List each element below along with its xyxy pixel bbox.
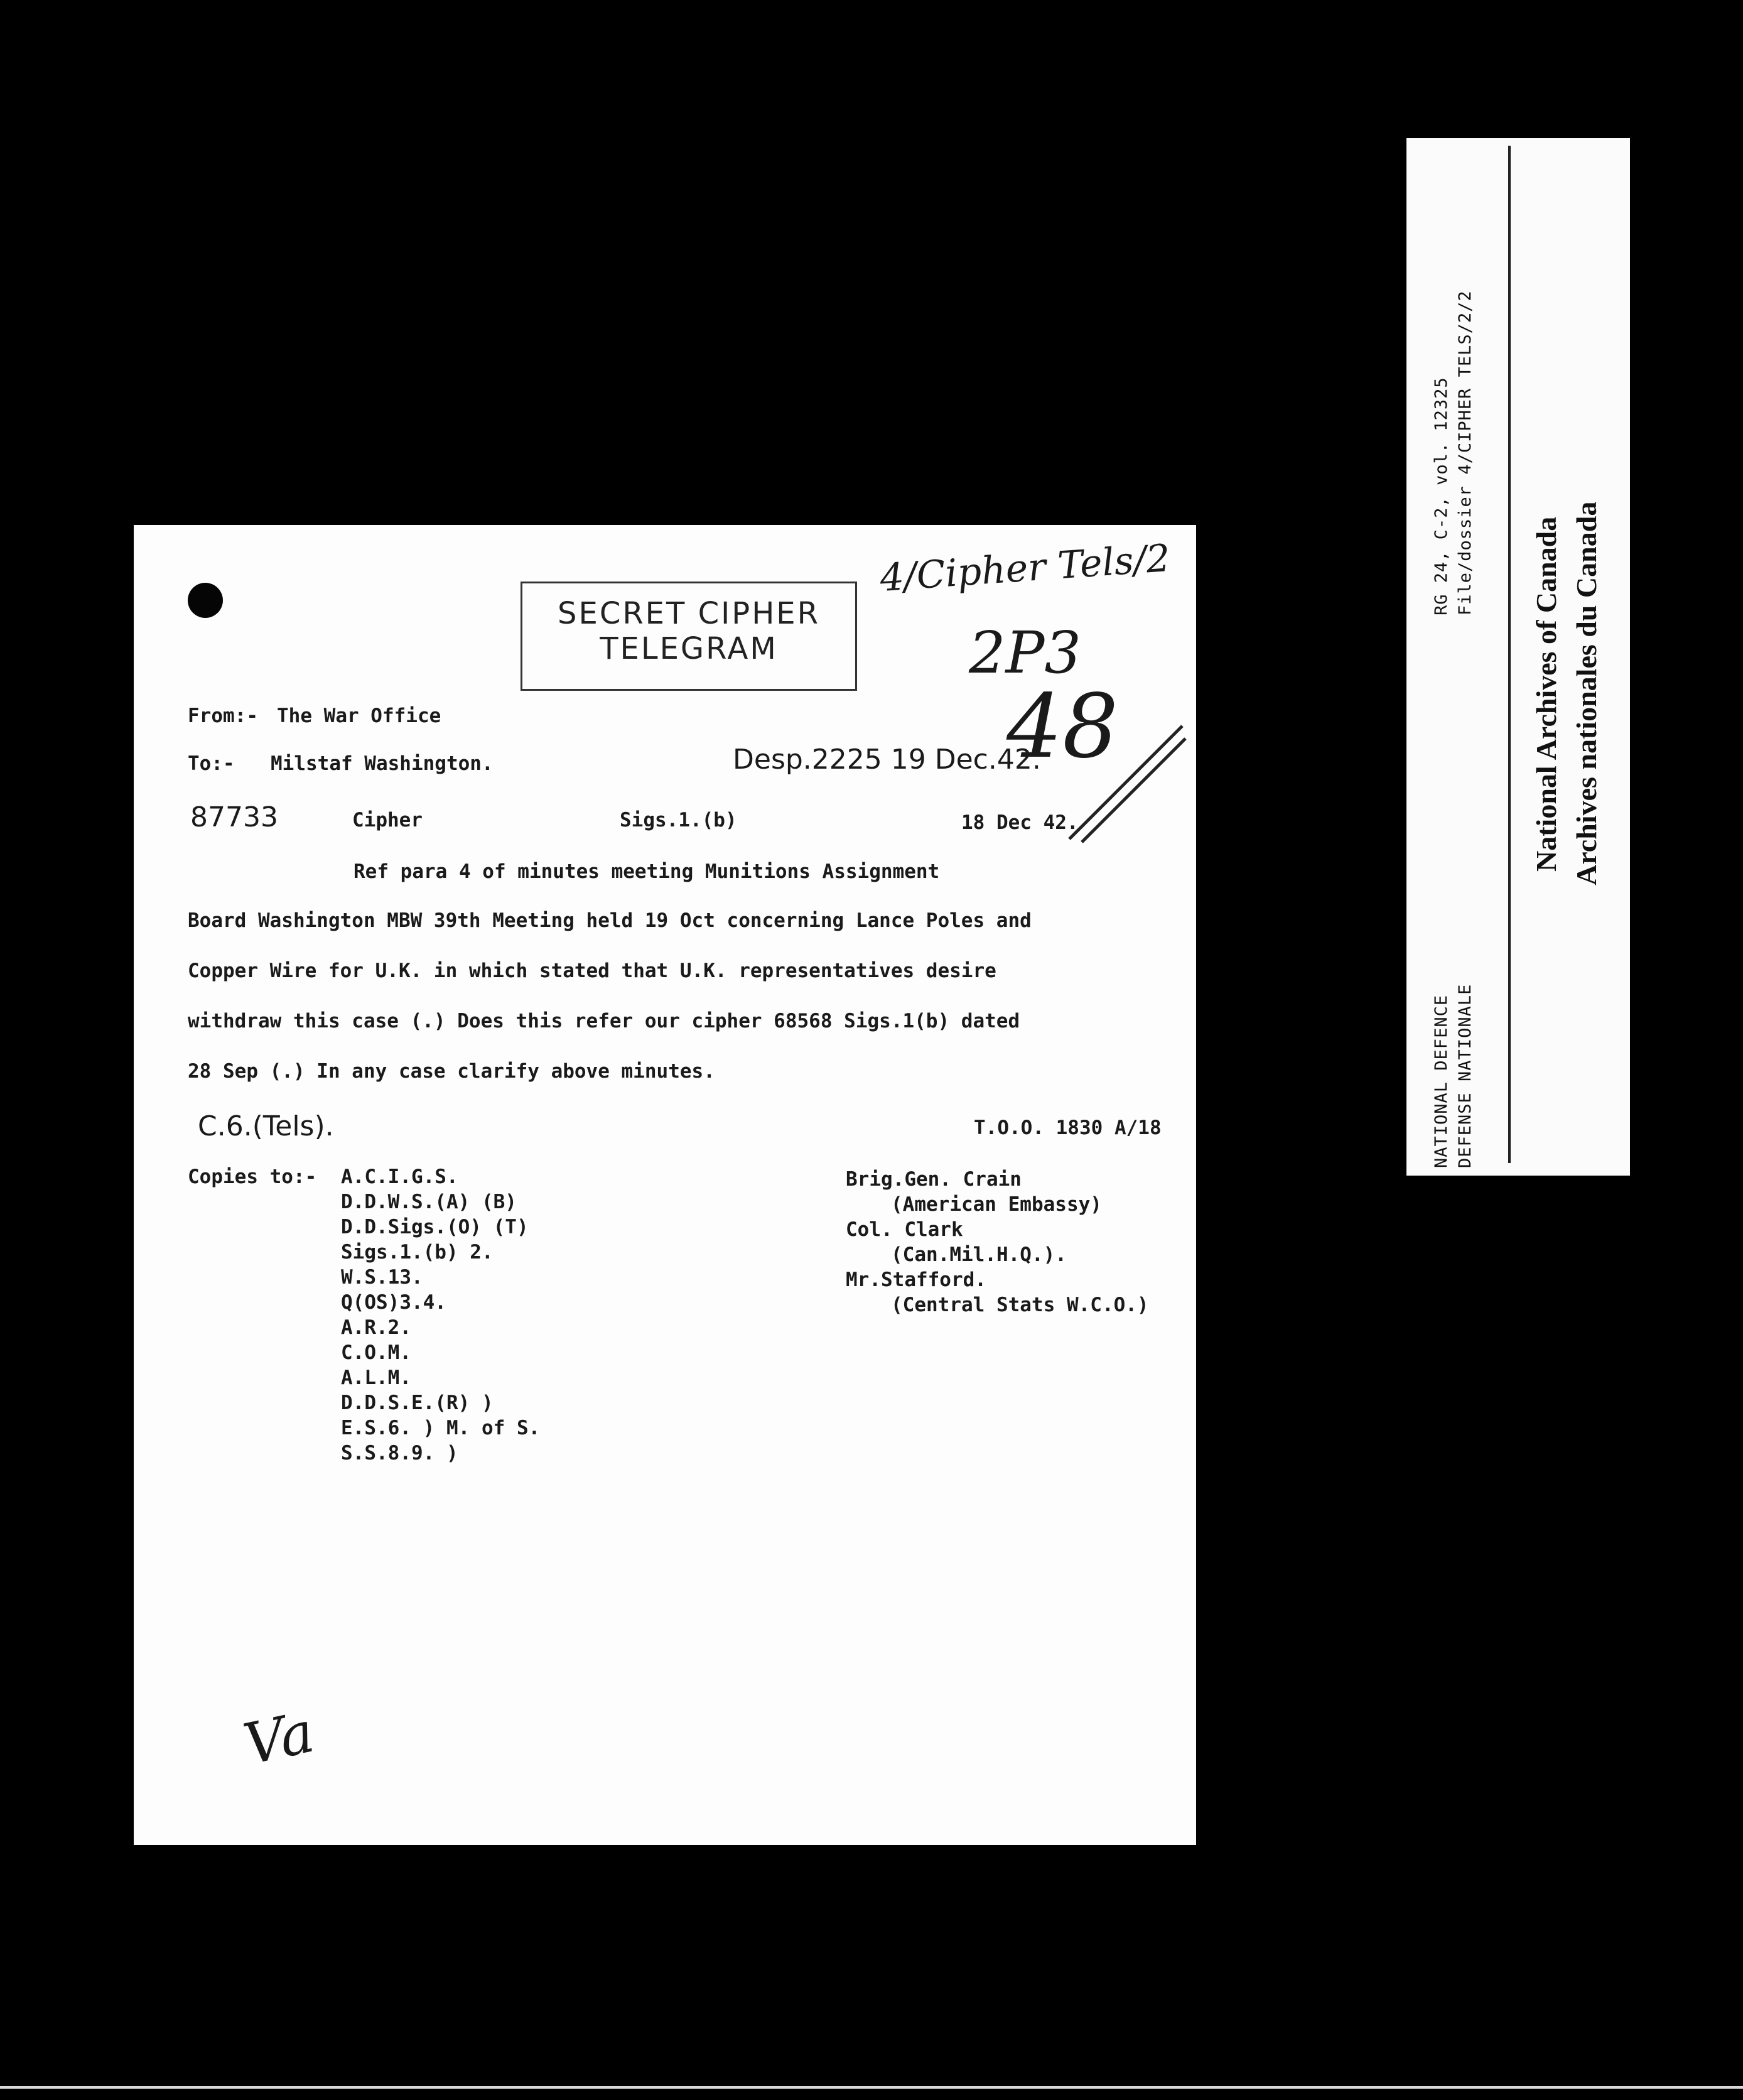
handwritten-strike-mark <box>1063 713 1189 845</box>
punch-hole <box>188 583 223 618</box>
national-defence-label: NATIONAL DEFENCE <box>1432 994 1451 1168</box>
copy-recipient-right: Brig.Gen. Crain <box>846 1168 1022 1191</box>
archive-reference-line-2: File/dossier 4/CIPHER TELS/2/2 <box>1455 290 1475 615</box>
handwritten-initials: Va <box>238 1699 320 1778</box>
copy-recipient: A.L.M. <box>341 1367 411 1389</box>
body-line: withdraw this case (.) Does this refer our cipher 68568 Sigs.1(b) dated <box>188 1010 1020 1032</box>
copy-recipient: E.S.6. ) M. of S. <box>341 1417 541 1439</box>
stamp-line-1: SECRET CIPHER <box>558 596 820 631</box>
despatch-line: Desp.2225 19 Dec.42. <box>733 744 1041 776</box>
handwritten-folio-a: 2P3 <box>969 619 1081 686</box>
copies-label: Copies to:- <box>188 1166 317 1188</box>
copy-recipient: Q(OS)3.4. <box>341 1291 446 1314</box>
copy-recipient-right: (Central Stats W.C.O.) <box>891 1294 1149 1316</box>
archives-en-label: National Archives of Canada <box>1530 516 1562 872</box>
copy-recipient: W.S.13. <box>341 1266 423 1289</box>
label-divider <box>1508 146 1511 1163</box>
archive-label-strip <box>1406 138 1630 1176</box>
stamp-line-2: TELEGRAM <box>600 631 778 666</box>
copy-recipient-right: (American Embassy) <box>891 1193 1102 1216</box>
body-line: Copper Wire for U.K. in which stated that U.K. representatives desire <box>188 960 996 982</box>
from-value: The War Office <box>277 705 441 727</box>
copy-recipient-right: Col. Clark <box>846 1218 963 1241</box>
copy-recipient: D.D.Sigs.(O) (T) <box>341 1216 529 1238</box>
archives-fr-label: Archives nationales du Canada <box>1570 501 1602 885</box>
from-label: From:- <box>188 705 258 727</box>
message-number: 87733 <box>190 801 278 833</box>
time-of-origin: T.O.O. 1830 A/18 <box>974 1117 1162 1139</box>
copy-recipient-right: Mr.Stafford. <box>846 1269 986 1291</box>
cipher-label: Cipher <box>352 809 423 831</box>
body-line: Board Washington MBW 39th Meeting held 19 Oct concerning Lance Poles and <box>188 909 1032 932</box>
copy-recipient: D.D.S.E.(R) ) <box>341 1392 494 1414</box>
secret-cipher-telegram-stamp <box>521 582 857 691</box>
copy-recipient: C.O.M. <box>341 1341 411 1364</box>
copy-recipient: D.D.W.S.(A) (B) <box>341 1191 517 1213</box>
telegram-sheet <box>134 525 1196 1845</box>
to-label: To:- <box>188 752 235 775</box>
message-date: 18 Dec 42. <box>961 811 1079 834</box>
sigs-ref: Sigs.1.(b) <box>620 809 737 831</box>
copy-recipient: Sigs.1.(b) 2. <box>341 1241 494 1264</box>
copy-recipient-right: (Can.Mil.H.Q.). <box>891 1243 1067 1266</box>
copy-recipient: A.C.I.G.S. <box>341 1166 458 1188</box>
archive-reference-line-1: RG 24, C-2, vol. 12325 <box>1432 377 1451 615</box>
to-value: Milstaf Washington. <box>271 752 494 775</box>
body-line: Ref para 4 of minutes meeting Munitions Assignment <box>353 860 940 883</box>
handwritten-folio-b: 48 <box>1006 676 1119 778</box>
defense-nationale-label: DEFENSE NATIONALE <box>1455 983 1475 1168</box>
copy-recipient: S.S.8.9. ) <box>341 1442 458 1464</box>
c6-tels: C.6.(Tels). <box>198 1110 334 1142</box>
body-line: 28 Sep (.) In any case clarify above minutes. <box>188 1060 715 1083</box>
handwritten-file-ref: 4/Cipher Tels/2 <box>878 536 1172 601</box>
copy-recipient: A.R.2. <box>341 1316 411 1339</box>
scan-edge-line <box>0 2086 1743 2089</box>
